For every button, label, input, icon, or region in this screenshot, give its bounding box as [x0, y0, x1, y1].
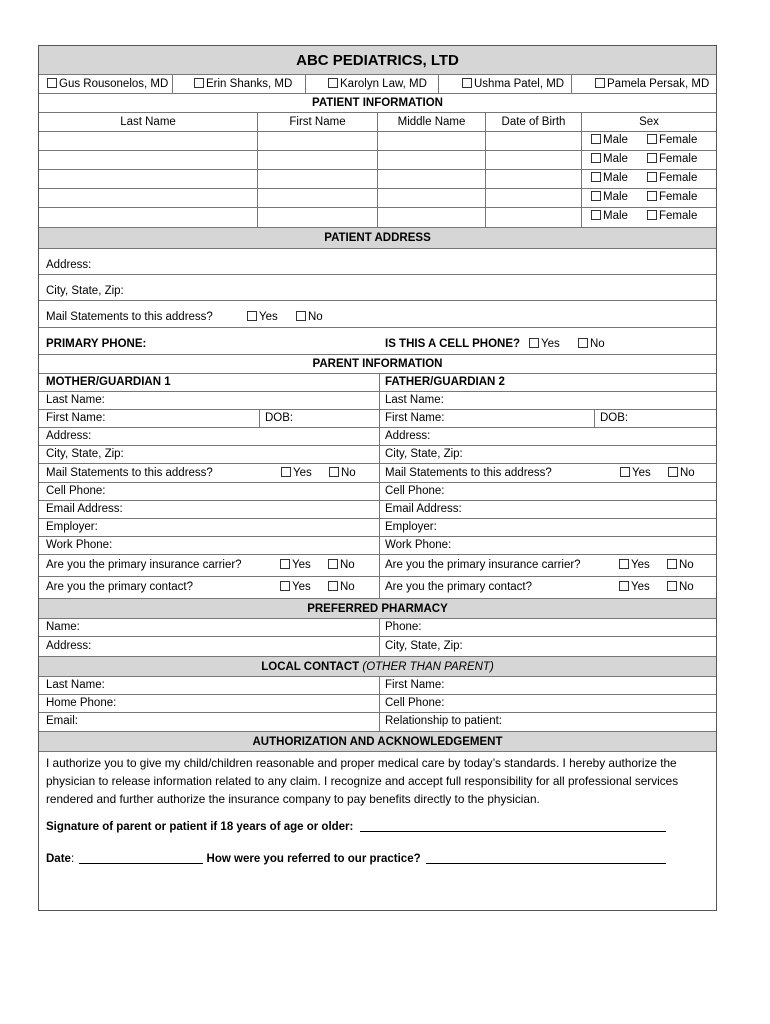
mail-statements-row: Mail Statements to this address? Yes No: [39, 301, 716, 328]
checkbox-icon[interactable]: [591, 210, 601, 220]
checkbox-icon[interactable]: [296, 311, 306, 321]
checkbox-icon[interactable]: [281, 467, 291, 477]
checkbox-icon[interactable]: [194, 78, 204, 88]
checkbox-icon[interactable]: [529, 338, 539, 348]
checkbox-icon[interactable]: [591, 172, 601, 182]
local-contact-heading: LOCAL CONTACT (OTHER THAN PARENT): [39, 657, 716, 677]
checkbox-icon[interactable]: [620, 467, 630, 477]
sex-female-option[interactable]: Female: [647, 172, 697, 184]
checkbox-icon[interactable]: [647, 172, 657, 182]
checkbox-icon[interactable]: [280, 559, 290, 569]
authorization-heading: AUTHORIZATION AND ACKNOWLEDGEMENT: [39, 732, 716, 752]
father-mail-no[interactable]: No: [668, 467, 695, 479]
father-heading: FATHER/GUARDIAN 2: [385, 376, 505, 388]
parent-cell-row[interactable]: Cell Phone: Cell Phone:: [39, 483, 716, 501]
checkbox-icon[interactable]: [328, 581, 338, 591]
checkbox-icon[interactable]: [328, 559, 338, 569]
cell-yes-option[interactable]: Yes: [529, 338, 560, 350]
parent-insurance-row: Are you the primary insurance carrier? Yes No Are you the primary insurance carrier? Yes No: [39, 555, 716, 577]
checkbox-icon[interactable]: [591, 134, 601, 144]
date-referral-row: Date: How were you referred to our practice?: [46, 852, 666, 865]
title-text: ABC PEDIATRICS, LTD: [296, 52, 459, 69]
checkbox-icon[interactable]: [619, 581, 629, 591]
checkbox-icon[interactable]: [47, 78, 57, 88]
checkbox-icon[interactable]: [328, 78, 338, 88]
sex-male-option[interactable]: Male: [591, 172, 628, 184]
mother-contact-yes[interactable]: Yes: [280, 581, 311, 593]
parent-contact-row: Are you the primary contact? Yes No Are you the primary contact? Yes No: [39, 577, 716, 599]
column-middle-name: Middle Name: [397, 116, 466, 128]
mother-insurance-yes[interactable]: Yes: [280, 559, 311, 571]
physician-option[interactable]: Pamela Persak, MD: [595, 78, 709, 90]
checkbox-icon[interactable]: [667, 559, 677, 569]
father-contact-yes[interactable]: Yes: [619, 581, 650, 593]
cell-phone-question: IS THIS A CELL PHONE?: [385, 338, 521, 350]
mother-dob-label: DOB:: [265, 412, 294, 424]
physician-option[interactable]: Ushma Patel, MD: [462, 78, 564, 90]
address-field[interactable]: Address:: [39, 249, 716, 275]
mother-heading: MOTHER/GUARDIAN 1: [46, 376, 171, 388]
father-insurance-yes[interactable]: Yes: [619, 559, 650, 571]
sex-male-option[interactable]: Male: [591, 153, 628, 165]
pharmacy-name-row[interactable]: Name: Phone:: [39, 619, 716, 637]
sex-female-option[interactable]: Female: [647, 210, 697, 222]
form-title: [39, 46, 716, 75]
column-sex: Sex: [639, 116, 659, 128]
column-last-name: Last Name: [120, 116, 176, 128]
signature-row[interactable]: Signature of parent or patient if 18 years of age or older:: [46, 820, 666, 833]
registration-form: [38, 45, 717, 911]
patient-address-heading: PATIENT ADDRESS: [39, 228, 716, 249]
primary-phone-label: PRIMARY PHONE:: [46, 338, 147, 350]
checkbox-icon[interactable]: [595, 78, 605, 88]
checkbox-icon[interactable]: [647, 134, 657, 144]
local-email-row[interactable]: Email: Relationship to patient:: [39, 713, 716, 732]
column-dob: Date of Birth: [501, 116, 566, 128]
checkbox-icon[interactable]: [647, 210, 657, 220]
checkbox-icon[interactable]: [329, 467, 339, 477]
parent-employer-row[interactable]: Employer: Employer:: [39, 519, 716, 537]
parent-city-row[interactable]: City, State, Zip: City, State, Zip:: [39, 446, 716, 464]
primary-phone-row[interactable]: [39, 328, 716, 355]
pharmacy-address-row[interactable]: Address: City, State, Zip:: [39, 637, 716, 657]
first-name-row[interactable]: First Name: DOB: First Name: DOB:: [39, 410, 716, 428]
patient-info-heading: PATIENT INFORMATION: [39, 94, 716, 113]
referral-line[interactable]: [426, 852, 666, 864]
last-name-row[interactable]: Last Name: Last Name:: [39, 392, 716, 410]
parent-email-row[interactable]: Email Address: Email Address:: [39, 501, 716, 519]
authorization-text: I authorize you to give my child/children reasonable and proper medical care by today’s standards. I hereby authorize the physician to release information related to any claim. I recognize and accept full responsibility for all professional services rendered and further authorize the insurance company to pay benefits directly to the physician.: [46, 756, 679, 806]
local-phone-row[interactable]: Home Phone: Cell Phone:: [39, 695, 716, 713]
signature-line[interactable]: [360, 820, 666, 832]
checkbox-icon[interactable]: [280, 581, 290, 591]
mother-mail-yes[interactable]: Yes: [281, 467, 312, 479]
city-field[interactable]: City, State, Zip:: [39, 275, 716, 301]
father-insurance-no[interactable]: No: [667, 559, 694, 571]
cell-no-option[interactable]: No: [578, 338, 605, 350]
sex-male-option[interactable]: Male: [591, 191, 628, 203]
checkbox-icon[interactable]: [619, 559, 629, 569]
checkbox-icon[interactable]: [247, 311, 257, 321]
local-name-row[interactable]: Last Name: First Name:: [39, 677, 716, 695]
mother-contact-no[interactable]: No: [328, 581, 355, 593]
parent-work-row[interactable]: Work Phone: Work Phone:: [39, 537, 716, 555]
checkbox-icon[interactable]: [647, 153, 657, 163]
pharmacy-heading: PREFERRED PHARMACY: [39, 599, 716, 619]
father-contact-no[interactable]: No: [667, 581, 694, 593]
mother-insurance-no[interactable]: No: [328, 559, 355, 571]
mother-mail-no[interactable]: No: [329, 467, 356, 479]
checkbox-icon[interactable]: [462, 78, 472, 88]
checkbox-icon[interactable]: [667, 581, 677, 591]
sex-female-option[interactable]: Female: [647, 153, 697, 165]
father-dob-label: DOB:: [600, 412, 629, 424]
checkbox-icon[interactable]: [591, 153, 601, 163]
physician-row: [39, 75, 716, 94]
sex-male-option[interactable]: Male: [591, 210, 628, 222]
parent-info-heading: PARENT INFORMATION: [39, 355, 716, 374]
physician-option[interactable]: Karolyn Law, MD: [328, 78, 427, 90]
sex-female-option[interactable]: Female: [647, 134, 697, 146]
sex-male-option[interactable]: Male: [591, 134, 628, 146]
physician-option[interactable]: Gus Rousonelos, MD: [47, 78, 168, 90]
mail-yes-option[interactable]: Yes: [247, 311, 278, 323]
mail-no-option[interactable]: No: [296, 311, 323, 323]
checkbox-icon[interactable]: [591, 191, 601, 201]
parent-mail-row: Mail Statements to this address? Yes No Mail Statements to this address? Yes No: [39, 464, 716, 483]
date-line[interactable]: [79, 852, 203, 864]
checkbox-icon[interactable]: [647, 191, 657, 201]
parent-address-row[interactable]: Address: Address:: [39, 428, 716, 446]
guardian-headings: [39, 374, 716, 392]
checkbox-icon[interactable]: [668, 467, 678, 477]
sex-female-option[interactable]: Female: [647, 191, 697, 203]
physician-option[interactable]: Erin Shanks, MD: [194, 78, 292, 90]
column-first-name: First Name: [289, 116, 346, 128]
father-mail-yes[interactable]: Yes: [620, 467, 651, 479]
checkbox-icon[interactable]: [578, 338, 588, 348]
